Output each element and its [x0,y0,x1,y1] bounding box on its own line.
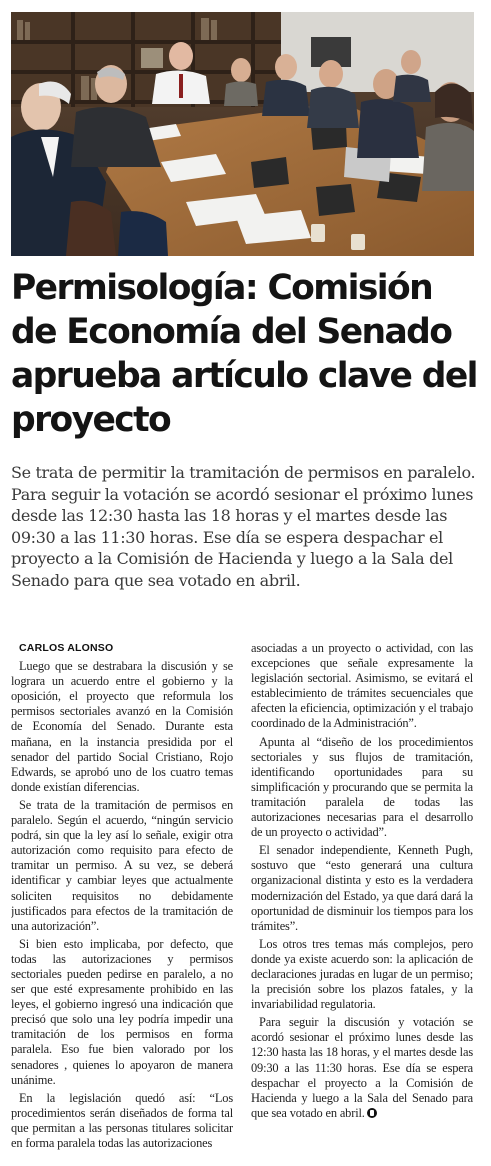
byline: CARLOS ALONSO [19,642,114,654]
body-paragraph [251,1015,473,1121]
lead-paragraph: Se trata de permitir la tramitación de permisos en paralelo. Para seguir la votación se acordó sesionar el próximo lunes desde las 12:30 hasta las 18 horas y el martes desde las 09:30 a las 11:30 horas. Ese día se espera despachar el proyecto a la Comisión de Hacienda y luego a la Sala del Senado para que sea votado en abril. [11,463,476,590]
meeting-photo-illustration [11,12,474,256]
body-paragraph-text: En la legislación quedó así: “Los procedimientos serán diseñados de forma tal que permitan a las personas titulares solicitar en forma paralela todas las autorizaciones [11,1090,233,1150]
body-column-left [11,641,233,1156]
body-paragraph [11,1091,233,1151]
body-paragraph: El senador independiente, Kenneth Pugh, sostuvo que “esto generará una cultura organizacional distinta y esto es la verdadera modernización del Estado, ya que dará dará la oportunidad de disminuir los tiempos para los trámites”. [251,843,473,933]
meeting-photo [11,12,474,256]
body-paragraph-text: Para seguir la discusión y votación se acordó sesionar el próximo lunes desde las 12:30 hasta las 18 horas, y el martes desde las 09:30 a las 11:30 horas. Ese día se espera despachar el proyecto a la Comisión de Hacienda y luego a la Sala del Senado para que sea votado en abril. [251,1015,473,1120]
body-paragraph-continued: asociadas a un proyecto o actividad, con las excepciones que señale expresamente la legislación sectorial. Asimismo, se evitará el establecimiento de trámites secuenciales que afecten la eficiencia, optimización y el trabajo coordinado de la Administración”. [251,641,473,731]
body-paragraph: Si bien esto implicaba, por defecto, que todas las autorizaciones y permisos sectoriales pueden pedirse en paralelo, a no ser que esté expresamente prohibido en las leyes, el gobierno ingresó una indicación que precisó que solo una ley podría impedir una tramitación de los permisos en forma paralela. Eso fue bien valorado por los senadores , quienes lo apoyaron de manera unánime. [11,936,233,1087]
headline: Permisología: Comisión de Economía del Senado aprueba artículo clave del proyecto [11,268,477,440]
end-of-article-icon [367,1108,377,1118]
body-column-right [251,641,473,1156]
body-paragraph: Apunta al “diseño de los procedimientos sectoriales y sus flujos de tramitación, identificando oportunidades para su simplificación y procurando que se permita la tramitación paralela de todas las autorizaciones necesarias para el desarrollo de un proyecto o actividad”. [251,734,473,840]
body-paragraph: Los otros tres temas más complejos, pero donde ya existe acuerdo son: la aplicación de declaraciones juradas en lugar de un permiso; la precisión sobre los plazos fatales, y la invariabilidad regulatoria. [251,936,473,1012]
body-paragraph: Luego que se destrabara la discusión y se lograra un acuerdo entre el gobierno y la oposición, el proyecto que reformula los permisos sectoriales avanzó en la Comisión de Economía del Senado. Durante esta mañana, en la instancia presidida por el senador del partido Social Cristiano, Rojo Edwards, se aprobó uno de los cuatro temas donde existían diferencias. [11,659,233,794]
body-paragraph: Se trata de la tramitación de permisos en paralelo. Según el acuerdo, “ningún servicio podrá, sin que la ley así lo señale, exigir otra autorización como requisito para efecto de tramitar un permiso. A su vez, se deberá identificar y cambiar leyes que actualmente soliciten requisitos no debidamente justificados para efectos de la tramitación de una autorización”. [11,797,233,933]
